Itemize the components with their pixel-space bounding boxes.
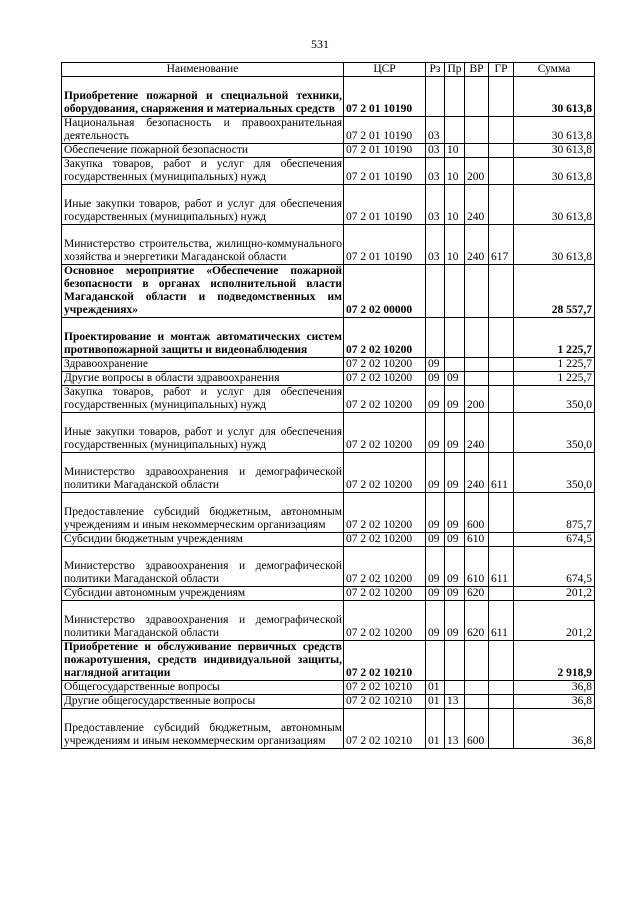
row-sum-cell: 36,8: [514, 695, 595, 709]
row-name-cell: Субсидии бюджетным учреждениям: [62, 533, 344, 547]
row-rz-cell: 09: [426, 413, 445, 453]
row-csr-cell: 07 2 02 10200: [344, 547, 426, 587]
row-vr-cell: 200: [465, 386, 489, 413]
row-name-cell: Основное мероприятие «Обеспечение пожарной безопасности в органах исполнительной власти Магаданской области и подведомственных им учреждениях»: [62, 265, 344, 318]
row-pr-cell: [445, 77, 465, 117]
row-rz-cell: 01: [426, 709, 445, 749]
row-rz-cell: 09: [426, 533, 445, 547]
row-sum-cell: 674,5: [514, 533, 595, 547]
row-gr-cell: [489, 641, 514, 681]
row-gr-cell: [489, 265, 514, 318]
row-pr-cell: 09: [445, 453, 465, 493]
row-csr-cell: 07 2 02 10200: [344, 372, 426, 386]
row-csr-cell: 07 2 02 10210: [344, 681, 426, 695]
page-number: 531: [311, 37, 329, 51]
table-row: [62, 681, 595, 695]
row-sum-cell: 350,0: [514, 386, 595, 413]
row-pr-cell: 09: [445, 533, 465, 547]
table-row: [62, 185, 595, 225]
row-gr-cell: 611: [489, 547, 514, 587]
header-rz: Рз: [426, 63, 445, 77]
row-name-cell: Общегосударственные вопросы: [62, 681, 344, 695]
row-pr-cell: [445, 117, 465, 144]
row-name-cell: Другие общегосударственные вопросы: [62, 695, 344, 709]
row-pr-cell: 10: [445, 225, 465, 265]
row-gr-cell: [489, 158, 514, 185]
row-gr-cell: [489, 386, 514, 413]
row-sum-cell: 201,2: [514, 601, 595, 641]
row-vr-cell: [465, 358, 489, 372]
row-vr-cell: 240: [465, 413, 489, 453]
row-name-cell: Проектирование и монтаж автоматических систем противопожарной защиты и видеонаблюдения: [62, 318, 344, 358]
row-rz-cell: 09: [426, 372, 445, 386]
row-rz-cell: 09: [426, 386, 445, 413]
row-sum-cell: 30 613,8: [514, 225, 595, 265]
row-rz-cell: 03: [426, 185, 445, 225]
row-sum-cell: 350,0: [514, 413, 595, 453]
row-csr-cell: 07 2 01 10190: [344, 158, 426, 185]
row-pr-cell: 10: [445, 185, 465, 225]
row-rz-cell: 01: [426, 695, 445, 709]
row-name-cell: Закупка товаров, работ и услуг для обеспечения государственных (муниципальных) нужд: [62, 386, 344, 413]
row-csr-cell: 07 2 01 10190: [344, 185, 426, 225]
row-rz-cell: 09: [426, 453, 445, 493]
row-name-cell: Здравоохранение: [62, 358, 344, 372]
row-vr-cell: [465, 695, 489, 709]
row-vr-cell: 240: [465, 453, 489, 493]
row-sum-cell: 350,0: [514, 453, 595, 493]
table-row: [62, 533, 595, 547]
row-sum-cell: 1 225,7: [514, 372, 595, 386]
row-name-cell: Министерство здравоохранения и демографической политики Магаданской области: [62, 453, 344, 493]
row-csr-cell: 07 2 02 10200: [344, 413, 426, 453]
row-pr-cell: 13: [445, 709, 465, 749]
row-gr-cell: [489, 695, 514, 709]
row-name-cell: Министерство строительства, жилищно-коммунального хозяйства и энергетики Магаданской области: [62, 225, 344, 265]
row-csr-cell: 07 2 02 10210: [344, 641, 426, 681]
header-pr: Пр: [445, 63, 465, 77]
row-name-cell: Другие вопросы в области здравоохранения: [62, 372, 344, 386]
row-rz-cell: 09: [426, 493, 445, 533]
row-gr-cell: [489, 533, 514, 547]
row-sum-cell: 30 613,8: [514, 158, 595, 185]
row-csr-cell: 07 2 02 10200: [344, 601, 426, 641]
table-row: [62, 225, 595, 265]
table-header-row: [62, 63, 595, 77]
row-name-cell: Приобретение и обслуживание первичных средств пожаротушения, средств индивидуальной защиты, наглядной агитации: [62, 641, 344, 681]
row-gr-cell: [489, 185, 514, 225]
row-gr-cell: [489, 358, 514, 372]
table-row: [62, 587, 595, 601]
row-vr-cell: [465, 77, 489, 117]
row-pr-cell: [445, 358, 465, 372]
table-row: [62, 117, 595, 144]
row-csr-cell: 07 2 01 10190: [344, 117, 426, 144]
row-vr-cell: 600: [465, 709, 489, 749]
row-vr-cell: 610: [465, 547, 489, 587]
row-sum-cell: 30 613,8: [514, 117, 595, 144]
row-sum-cell: 1 225,7: [514, 358, 595, 372]
row-csr-cell: 07 2 02 10200: [344, 533, 426, 547]
row-rz-cell: 09: [426, 358, 445, 372]
header-csr: ЦСР: [344, 63, 426, 77]
row-rz-cell: 03: [426, 158, 445, 185]
row-pr-cell: 09: [445, 587, 465, 601]
table-row: [62, 318, 595, 358]
row-gr-cell: [489, 413, 514, 453]
row-sum-cell: 674,5: [514, 547, 595, 587]
row-name-cell: Закупка товаров, работ и услуг для обеспечения государственных (муниципальных) нужд: [62, 158, 344, 185]
row-rz-cell: [426, 265, 445, 318]
row-sum-cell: 36,8: [514, 681, 595, 695]
row-vr-cell: [465, 117, 489, 144]
row-vr-cell: [465, 681, 489, 695]
row-csr-cell: 07 2 02 10210: [344, 695, 426, 709]
row-pr-cell: 09: [445, 601, 465, 641]
row-pr-cell: 09: [445, 413, 465, 453]
row-sum-cell: 30 613,8: [514, 144, 595, 158]
row-vr-cell: [465, 318, 489, 358]
table-row: [62, 144, 595, 158]
row-vr-cell: [465, 144, 489, 158]
row-pr-cell: 10: [445, 158, 465, 185]
row-csr-cell: 07 2 02 10200: [344, 453, 426, 493]
row-pr-cell: 09: [445, 372, 465, 386]
row-gr-cell: [489, 493, 514, 533]
row-rz-cell: 09: [426, 587, 445, 601]
row-csr-cell: 07 2 02 00000: [344, 265, 426, 318]
row-name-cell: Национальная безопасность и правоохранительная деятельность: [62, 117, 344, 144]
row-csr-cell: 07 2 02 10200: [344, 358, 426, 372]
row-pr-cell: 09: [445, 493, 465, 533]
row-sum-cell: 36,8: [514, 709, 595, 749]
row-gr-cell: [489, 117, 514, 144]
row-name-cell: Иные закупки товаров, работ и услуг для обеспечения государственных (муниципальных) нужд: [62, 413, 344, 453]
table-row: [62, 77, 595, 117]
table-row: [62, 372, 595, 386]
row-pr-cell: [445, 681, 465, 695]
row-pr-cell: 13: [445, 695, 465, 709]
row-csr-cell: 07 2 01 10190: [344, 144, 426, 158]
table-row: [62, 265, 595, 318]
table-row: [62, 601, 595, 641]
row-vr-cell: 240: [465, 225, 489, 265]
row-vr-cell: 610: [465, 533, 489, 547]
header-vr: ВР: [465, 63, 489, 77]
row-rz-cell: [426, 641, 445, 681]
row-name-cell: Приобретение пожарной и специальной техники, оборудования, снаряжения и материальных средств: [62, 77, 344, 117]
row-pr-cell: 09: [445, 386, 465, 413]
row-vr-cell: 600: [465, 493, 489, 533]
row-gr-cell: 617: [489, 225, 514, 265]
row-gr-cell: [489, 318, 514, 358]
row-csr-cell: 07 2 02 10200: [344, 318, 426, 358]
row-sum-cell: 1 225,7: [514, 318, 595, 358]
row-rz-cell: [426, 318, 445, 358]
row-name-cell: Предоставление субсидий бюджетным, автономным учреждениям и иным некоммерческим организациям: [62, 709, 344, 749]
row-name-cell: Обеспечение пожарной безопасности: [62, 144, 344, 158]
row-vr-cell: 620: [465, 587, 489, 601]
row-csr-cell: 07 2 01 10190: [344, 77, 426, 117]
table-row: [62, 547, 595, 587]
table-row: [62, 641, 595, 681]
row-rz-cell: 03: [426, 117, 445, 144]
row-rz-cell: [426, 77, 445, 117]
row-sum-cell: 875,7: [514, 493, 595, 533]
table-row: [62, 709, 595, 749]
row-sum-cell: 2 918,9: [514, 641, 595, 681]
row-name-cell: Субсидии автономным учреждениям: [62, 587, 344, 601]
table-row: [62, 493, 595, 533]
row-gr-cell: 611: [489, 601, 514, 641]
row-vr-cell: 200: [465, 158, 489, 185]
row-name-cell: Предоставление субсидий бюджетным, автономным учреждениям и иным некоммерческим организациям: [62, 493, 344, 533]
header-name: Наименование: [62, 63, 344, 77]
budget-table: [61, 62, 595, 749]
header-sum: Сумма: [514, 63, 595, 77]
table-row: [62, 453, 595, 493]
row-gr-cell: [489, 372, 514, 386]
row-sum-cell: 28 557,7: [514, 265, 595, 318]
table-row: [62, 158, 595, 185]
row-gr-cell: [489, 709, 514, 749]
row-rz-cell: 03: [426, 144, 445, 158]
row-name-cell: Министерство здравоохранения и демографической политики Магаданской области: [62, 547, 344, 587]
row-rz-cell: 09: [426, 547, 445, 587]
table-row: [62, 413, 595, 453]
row-gr-cell: [489, 587, 514, 601]
row-sum-cell: 201,2: [514, 587, 595, 601]
row-gr-cell: [489, 144, 514, 158]
row-vr-cell: [465, 372, 489, 386]
table-row: [62, 386, 595, 413]
row-pr-cell: 09: [445, 547, 465, 587]
row-pr-cell: [445, 318, 465, 358]
row-name-cell: Министерство здравоохранения и демографической политики Магаданской области: [62, 601, 344, 641]
row-sum-cell: 30 613,8: [514, 77, 595, 117]
row-rz-cell: 09: [426, 601, 445, 641]
table-body: [62, 77, 595, 749]
table-row: [62, 695, 595, 709]
row-pr-cell: [445, 641, 465, 681]
row-sum-cell: 30 613,8: [514, 185, 595, 225]
row-gr-cell: 611: [489, 453, 514, 493]
row-vr-cell: 620: [465, 601, 489, 641]
row-csr-cell: 07 2 02 10200: [344, 386, 426, 413]
row-pr-cell: [445, 265, 465, 318]
row-rz-cell: 03: [426, 225, 445, 265]
header-gr: ГР: [489, 63, 514, 77]
row-vr-cell: [465, 265, 489, 318]
row-rz-cell: 01: [426, 681, 445, 695]
row-pr-cell: 10: [445, 144, 465, 158]
row-csr-cell: 07 2 02 10200: [344, 493, 426, 533]
row-name-cell: Иные закупки товаров, работ и услуг для обеспечения государственных (муниципальных) нужд: [62, 185, 344, 225]
row-csr-cell: 07 2 02 10200: [344, 587, 426, 601]
row-vr-cell: 240: [465, 185, 489, 225]
row-csr-cell: 07 2 01 10190: [344, 225, 426, 265]
row-gr-cell: [489, 681, 514, 695]
row-vr-cell: [465, 641, 489, 681]
row-csr-cell: 07 2 02 10210: [344, 709, 426, 749]
row-gr-cell: [489, 77, 514, 117]
table-row: [62, 358, 595, 372]
